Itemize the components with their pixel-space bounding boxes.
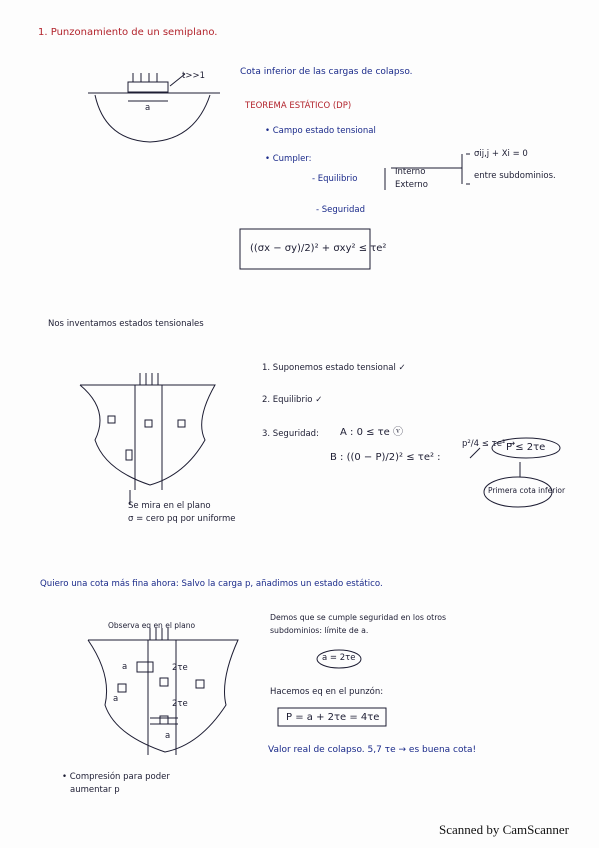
- fig3-a3: a: [165, 731, 171, 741]
- bullet-campo: • Campo estado tensional: [265, 126, 376, 136]
- result-arrow: [470, 448, 480, 458]
- valor-real: Valor real de colapso. 5,7 τe → es buena cota!: [268, 745, 477, 755]
- fig3-a: a: [122, 662, 128, 672]
- step-3-label: 3. Seguridad:: [262, 429, 319, 439]
- domain2-outline: [80, 385, 215, 485]
- step-3-c: p²/4 ≤ τe² →: [462, 439, 516, 449]
- element-right: [178, 420, 185, 427]
- domain2-arrows: [140, 373, 158, 385]
- section3-title: Quiero una cota más fina ahora: Salvo la carga p, añadimos un estado estático.: [40, 579, 383, 589]
- semiplane-body: [95, 95, 210, 142]
- bullet-cumplir: • Cumpler:: [265, 154, 312, 164]
- element3-a: [137, 662, 153, 672]
- section1-title: 1. Punzonamiento de un semiplano.: [38, 27, 218, 38]
- domain3-outline: [88, 640, 238, 752]
- eq-externo: entre subdominios.: [474, 171, 556, 181]
- eq-interno: σij,j + Xi = 0: [474, 149, 528, 159]
- interno-label: Interno: [395, 167, 426, 177]
- fig3-2te-1: 2τe: [172, 663, 188, 673]
- step-3-b: B : ((0 − P)/2)² ≤ τe² :: [330, 452, 441, 463]
- element3-b: [160, 678, 168, 686]
- seguridad-line-2: subdominios: límite de a.: [270, 626, 369, 635]
- element-left: [108, 416, 115, 423]
- scanner-watermark: Scanned by CamScanner: [439, 822, 569, 837]
- fig-note-1: Se mira en el plano: [128, 501, 211, 511]
- load-arrows: [133, 73, 157, 82]
- seguridad-label: - Seguridad: [316, 205, 366, 215]
- step-2: 2. Equilibrio ✓: [262, 395, 323, 405]
- label-t: t>>1: [182, 71, 205, 81]
- eq-punzon: Hacemos eq en el punzón:: [270, 687, 384, 697]
- element-center: [145, 420, 152, 427]
- step-3-a: A : 0 ≤ τe ⓥ: [340, 427, 404, 438]
- bar3: [150, 718, 178, 724]
- domain2-strip: [135, 385, 162, 490]
- label-a: a: [145, 103, 151, 113]
- domain3-strip: [148, 640, 176, 755]
- element-lower: [126, 450, 132, 460]
- step-1: 1. Suponemos estado tensional ✓: [262, 363, 406, 373]
- externo-label: Externo: [395, 180, 428, 190]
- seguridad-line-1: Demos que se cumple seguridad en los otros: [270, 613, 447, 622]
- foot-note-1: • Compresión para poder: [62, 772, 170, 782]
- fig3-top-note: Observa eq en el plano: [108, 621, 196, 630]
- seguridad-formula: ((σx − σy)/2)² + σxy² ≤ τe²: [250, 243, 387, 254]
- element3-e: [196, 680, 204, 688]
- element3-d: [118, 684, 126, 692]
- result-p: P ≤ 2τe: [506, 442, 546, 453]
- fig-note-2: σ = cero pq por uniforme: [128, 514, 236, 524]
- fig3-a2: a: [113, 694, 119, 704]
- cota-text: Cota inferior de las cargas de colapso.: [240, 67, 413, 77]
- a-equals: a = 2τe: [322, 653, 356, 663]
- p-formula: P = a + 2τe = 4τe: [286, 712, 380, 723]
- fig3-2te-2: 2τe: [172, 699, 188, 709]
- element3-c: [160, 716, 168, 724]
- section2-title: Nos inventamos estados tensionales: [48, 319, 204, 329]
- load-block: [128, 82, 168, 92]
- equilibrio-label: - Equilibrio: [312, 174, 358, 184]
- foot-note-2: aumentar p: [70, 785, 120, 795]
- teorema-heading: TEOREMA ESTÁTICO (DP): [245, 101, 352, 111]
- note-primera-cota: Primera cota inferior: [488, 486, 566, 495]
